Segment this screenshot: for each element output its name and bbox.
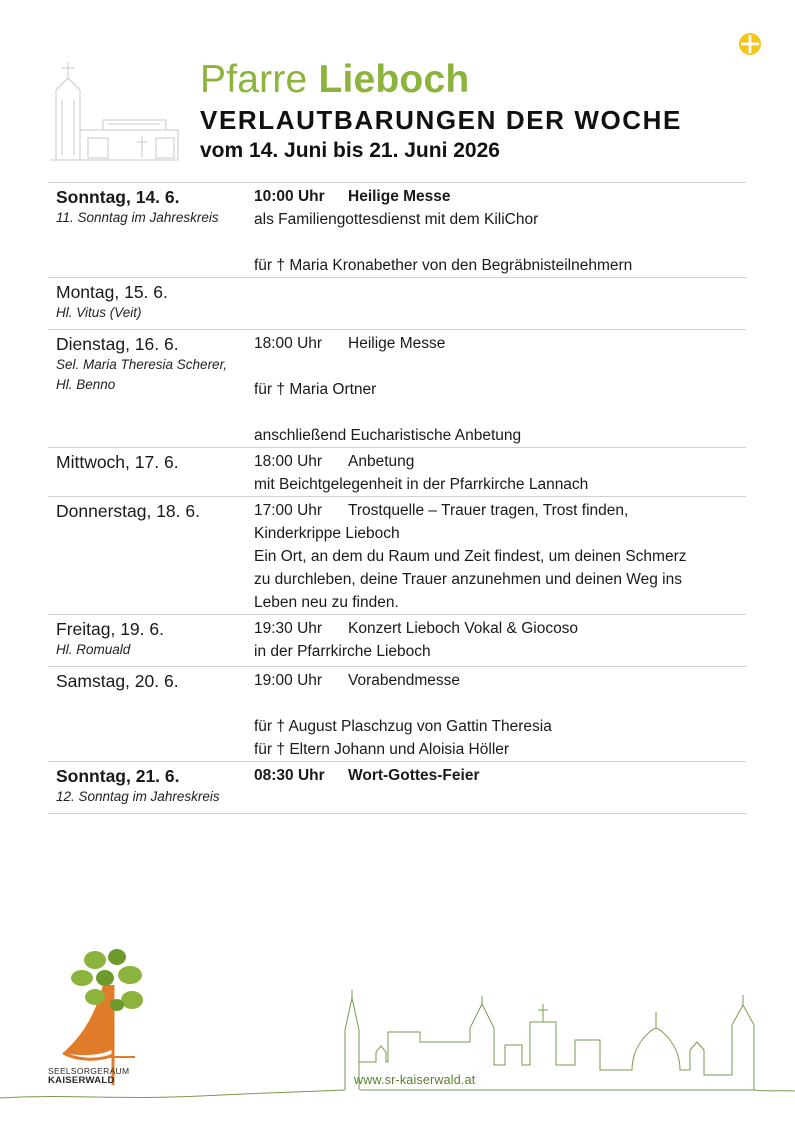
- schedule-row: [48, 615, 746, 667]
- event-text: in der Pfarrkirche Lieboch: [254, 643, 431, 660]
- event-text: für † Maria Kronabether von den Begräbnisteilnehmern: [254, 257, 633, 274]
- day-cell: [48, 330, 254, 448]
- date-range: vom 14. Juni bis 21. Juni 2026: [200, 139, 500, 162]
- day-label: Sonntag, 21. 6.: [56, 766, 180, 786]
- day-label: Mittwoch, 17. 6.: [56, 452, 179, 472]
- event-line: [254, 499, 746, 522]
- schedule-table: [48, 182, 746, 814]
- event-text: für † Maria Ortner: [254, 381, 377, 398]
- event-line: [254, 401, 746, 424]
- schedule-row: [48, 448, 746, 497]
- event-text: Vorabendmesse: [348, 672, 461, 689]
- event-time: 18:00 Uhr: [254, 335, 323, 352]
- event-time: 17:00 Uhr: [254, 502, 323, 519]
- schedule-row: [48, 762, 746, 814]
- day-cell: [48, 183, 254, 278]
- event-line: [254, 692, 746, 715]
- event-line: [254, 738, 746, 761]
- event-text: Anbetung: [348, 453, 415, 470]
- event-line: [254, 715, 746, 738]
- events-cell: [254, 183, 746, 278]
- page-title: [200, 58, 760, 102]
- day-label: Samstag, 20. 6.: [56, 671, 179, 691]
- event-time: 19:30 Uhr: [254, 620, 323, 637]
- event-line: [254, 764, 746, 787]
- events-cell: [254, 278, 746, 330]
- event-text: zu durchleben, deine Trauer anzunehmen und deinen Weg ins: [254, 571, 682, 588]
- day-note: Hl. Vitus (Veit): [56, 305, 142, 320]
- event-line: [254, 473, 746, 496]
- day-cell: [48, 278, 254, 330]
- event-line: [254, 617, 746, 640]
- day-label: Montag, 15. 6.: [56, 282, 168, 302]
- day-label: Dienstag, 16. 6.: [56, 334, 179, 354]
- day-note: 12. Sonntag im Jahreskreis: [56, 789, 220, 804]
- header: [200, 58, 760, 166]
- day-cell: [48, 448, 254, 497]
- event-time: 10:00 Uhr: [254, 188, 325, 205]
- website-link[interactable]: www.sr-kaiserwald.at: [354, 1073, 476, 1087]
- cross-badge-icon: [738, 32, 762, 56]
- event-text: Ein Ort, an dem du Raum und Zeit findest, um deinen Schmerz: [254, 548, 687, 565]
- events-cell: [254, 330, 746, 448]
- event-text: Heilige Messe: [348, 188, 451, 205]
- logo-line2: KAISERWALD: [48, 1075, 115, 1086]
- title-light: Pfarre: [200, 58, 308, 101]
- event-line: [254, 378, 746, 401]
- event-line: [254, 254, 746, 277]
- event-line: [254, 231, 746, 254]
- day-label: Sonntag, 14. 6.: [56, 187, 180, 207]
- day-note: 11. Sonntag im Jahreskreis: [56, 210, 219, 225]
- event-text: Trostquelle – Trauer tragen, Trost finden,: [348, 502, 629, 519]
- event-line: [254, 424, 746, 447]
- event-time: 08:30 Uhr: [254, 767, 325, 784]
- event-line: [254, 185, 746, 208]
- events-cell: [254, 448, 746, 497]
- event-line: [254, 355, 746, 378]
- event-time: 18:00 Uhr: [254, 453, 323, 470]
- event-text: anschließend Eucharistische Anbetung: [254, 427, 522, 444]
- day-note: Hl. Benno: [56, 377, 116, 392]
- event-line: [254, 332, 746, 355]
- logo-line1: SEELSORGERAUM: [48, 1066, 130, 1076]
- schedule-row: [48, 183, 746, 278]
- events-cell: [254, 497, 746, 615]
- event-line: [254, 640, 746, 663]
- event-text: für † August Plaschzug von Gattin Theresia: [254, 718, 552, 735]
- event-text: Wort-Gottes-Feier: [348, 767, 480, 784]
- event-line: [254, 450, 746, 473]
- schedule-row: [48, 667, 746, 762]
- day-note: Sel. Maria Theresia Scherer,: [56, 357, 228, 372]
- event-text: mit Beichtgelegenheit in der Pfarrkirche Lannach: [254, 476, 589, 493]
- day-note: Hl. Romuald: [56, 642, 131, 657]
- event-line: [254, 591, 746, 614]
- church-sketch-icon: [48, 60, 183, 165]
- schedule-row: [48, 278, 746, 330]
- day-label: Donnerstag, 18. 6.: [56, 501, 200, 521]
- event-text: als Familiengottesdienst mit dem KiliChor: [254, 211, 539, 228]
- event-text: Leben neu zu finden.: [254, 594, 399, 611]
- events-cell: [254, 762, 746, 814]
- day-label: Freitag, 19. 6.: [56, 619, 164, 639]
- event-time: 19:00 Uhr: [254, 672, 323, 689]
- page-subtitle: VERLAUTBARUNGEN DER WOCHE: [200, 105, 682, 135]
- event-text: für † Eltern Johann und Aloisia Höller: [254, 741, 510, 758]
- day-cell: [48, 762, 254, 814]
- event-text: Kinderkrippe Lieboch: [254, 525, 400, 542]
- event-line: [254, 568, 746, 591]
- event-line: [254, 208, 746, 231]
- event-line: [254, 669, 746, 692]
- town-skyline-icon: [0, 990, 795, 1105]
- day-cell: [48, 497, 254, 615]
- events-cell: [254, 615, 746, 667]
- day-cell: [48, 615, 254, 667]
- events-cell: [254, 667, 746, 762]
- event-line: [254, 522, 746, 545]
- event-line: [254, 545, 746, 568]
- schedule-row: [48, 330, 746, 448]
- event-text: Konzert Lieboch Vokal & Giocoso: [348, 620, 579, 637]
- event-text: Heilige Messe: [348, 335, 446, 352]
- title-bold: Lieboch: [318, 58, 470, 101]
- schedule-row: [48, 497, 746, 615]
- day-cell: [48, 667, 254, 762]
